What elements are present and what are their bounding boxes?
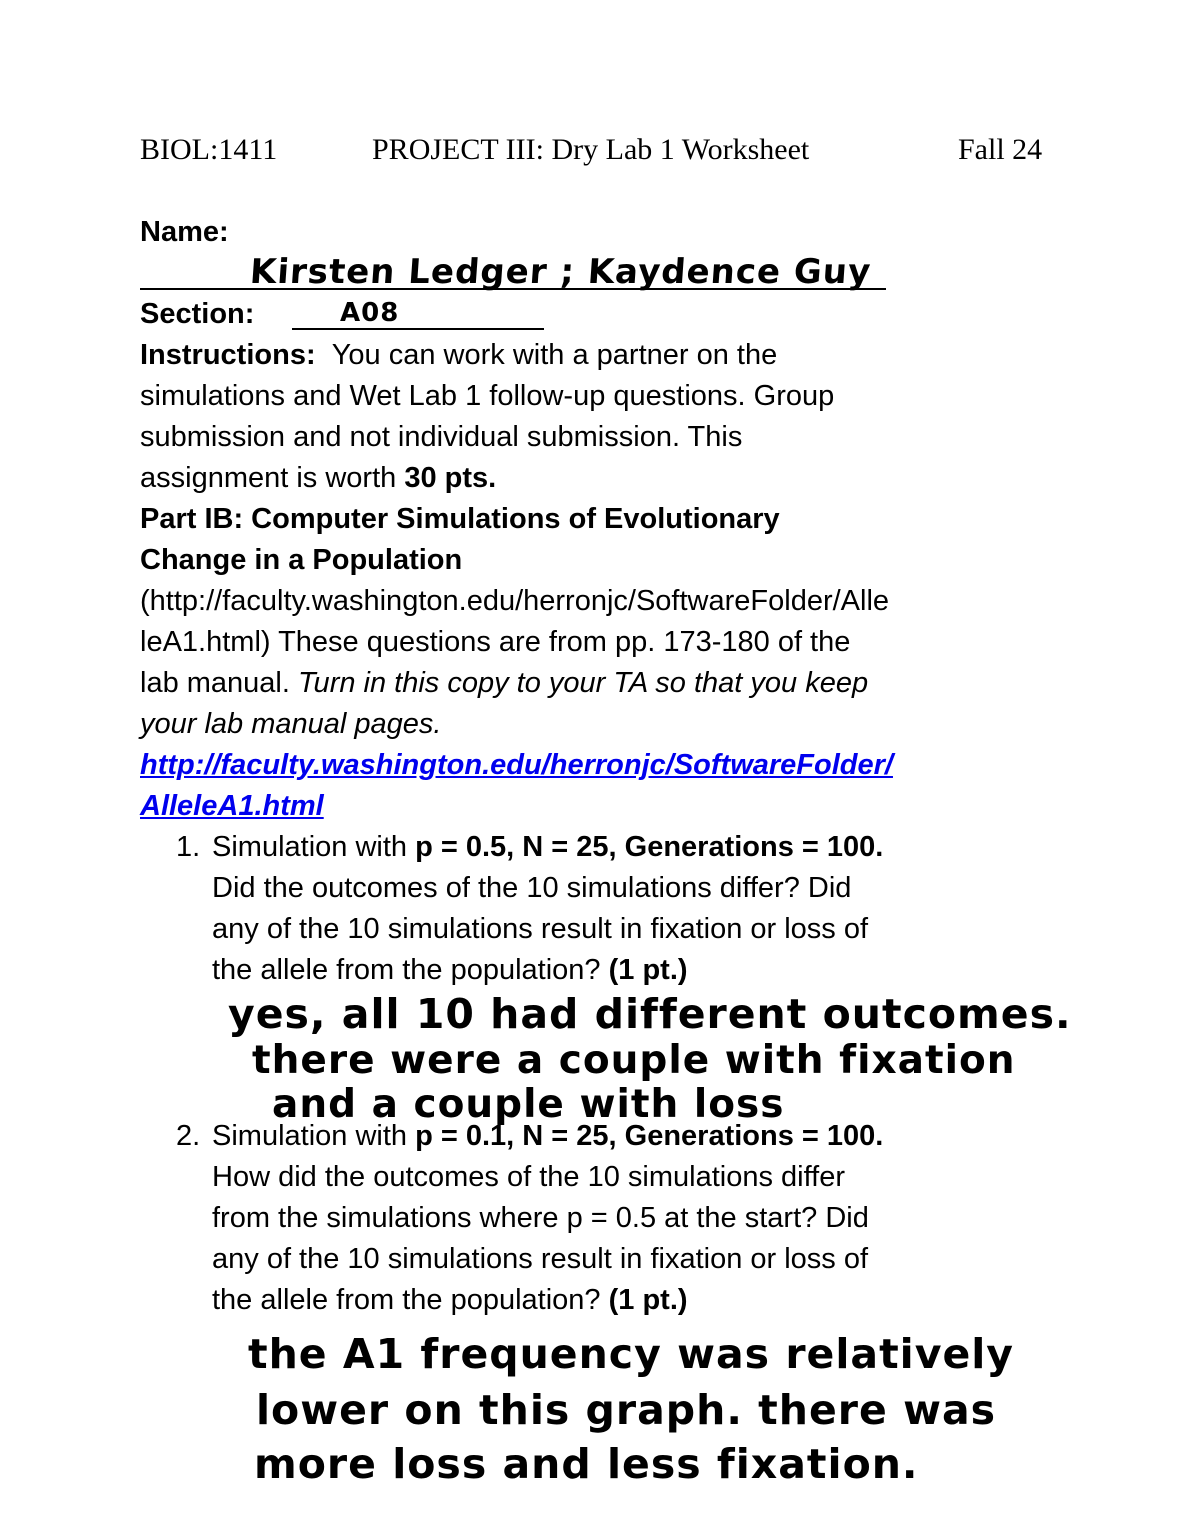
name-label: Name:	[140, 216, 229, 248]
name-handwritten: Kirsten Ledger ; Kaydence Guy	[248, 252, 873, 292]
italic-note: Turn in this copy to your TA so that you keep	[298, 667, 869, 699]
answer-1-line-3: and a couple with loss	[272, 1082, 785, 1127]
question-1-params: p = 0.5, N = 25, Generations = 100.	[415, 831, 884, 863]
question-2-params: p = 0.1, N = 25, Generations = 100.	[415, 1120, 884, 1152]
question-1-number: 1.	[176, 831, 201, 863]
question-2-number: 2.	[176, 1120, 201, 1152]
section-label: Section:	[140, 298, 255, 330]
answer-2-line-3: more loss and less fixation.	[254, 1440, 919, 1488]
instructions-line-4	[140, 458, 496, 499]
manual-note-line	[140, 663, 868, 704]
points-total: 30 pts.	[404, 462, 497, 494]
instructions-label: Instructions:	[140, 339, 316, 371]
simulation-link-line-1[interactable]: http://faculty.washington.edu/herronjc/SoftwareFolder/	[140, 749, 893, 781]
instructions-line-1	[140, 335, 777, 376]
url-text-line-2: leA1.html) These questions are from pp. 173-180 of the	[140, 626, 851, 658]
answer-2-line-1: the A1 frequency was relatively	[248, 1330, 1015, 1378]
instructions-line-2: simulations and Wet Lab 1 follow-up questions. Group	[140, 380, 835, 412]
manual-prefix: lab manual.	[140, 667, 298, 699]
question-1-line-3: any of the 10 simulations result in fixation or loss of	[212, 913, 869, 945]
part-heading-line-2: Change in a Population	[140, 544, 463, 576]
question-1-prefix: Simulation with	[212, 831, 416, 863]
instructions-text: You can work with a partner on the	[331, 339, 778, 371]
worksheet-title: PROJECT III: Dry Lab 1 Worksheet	[372, 133, 810, 166]
question-1-line-2: Did the outcomes of the 10 simulations differ? Did	[212, 872, 852, 904]
instructions-text: assignment is worth	[140, 462, 405, 494]
answer-1-line-1: yes, all 10 had different outcomes.	[228, 990, 1072, 1038]
term-label: Fall 24	[958, 133, 1043, 166]
answer-1-line-2: there were a couple with fixation	[252, 1038, 1016, 1083]
simulation-link-line-2[interactable]: AlleleA1.html	[140, 790, 324, 822]
question-2-line-2: How did the outcomes of the 10 simulations differ	[212, 1161, 845, 1193]
course-code: BIOL:1411	[140, 133, 278, 166]
question-2-line-4: any of the 10 simulations result in fixation or loss of	[212, 1243, 869, 1275]
question-2-text: the allele from the population?	[212, 1284, 609, 1316]
url-text-line-1: (http://faculty.washington.edu/herronjc/SoftwareFolder/Alle	[140, 585, 890, 617]
question-2-prefix: Simulation with	[212, 1120, 416, 1152]
question-2-points: (1 pt.)	[608, 1284, 688, 1316]
instructions-line-3: submission and not individual submission. This	[140, 421, 743, 453]
question-2-line-5	[212, 1280, 688, 1321]
question-1-text: the allele from the population?	[212, 954, 609, 986]
section-blank-line	[292, 328, 544, 330]
question-1-points: (1 pt.)	[608, 954, 688, 986]
question-2-line-3: from the simulations where p = 0.5 at the start? Did	[212, 1202, 869, 1234]
question-1-line-1	[212, 827, 883, 868]
section-handwritten: A08	[340, 298, 400, 328]
italic-note-line-2: your lab manual pages.	[140, 708, 442, 740]
question-2-line-1	[212, 1116, 883, 1157]
part-heading-line-1: Part IB: Computer Simulations of Evolutionary	[140, 503, 780, 535]
question-1-line-4	[212, 950, 688, 991]
answer-2-line-2: lower on this graph. there was	[256, 1386, 997, 1434]
